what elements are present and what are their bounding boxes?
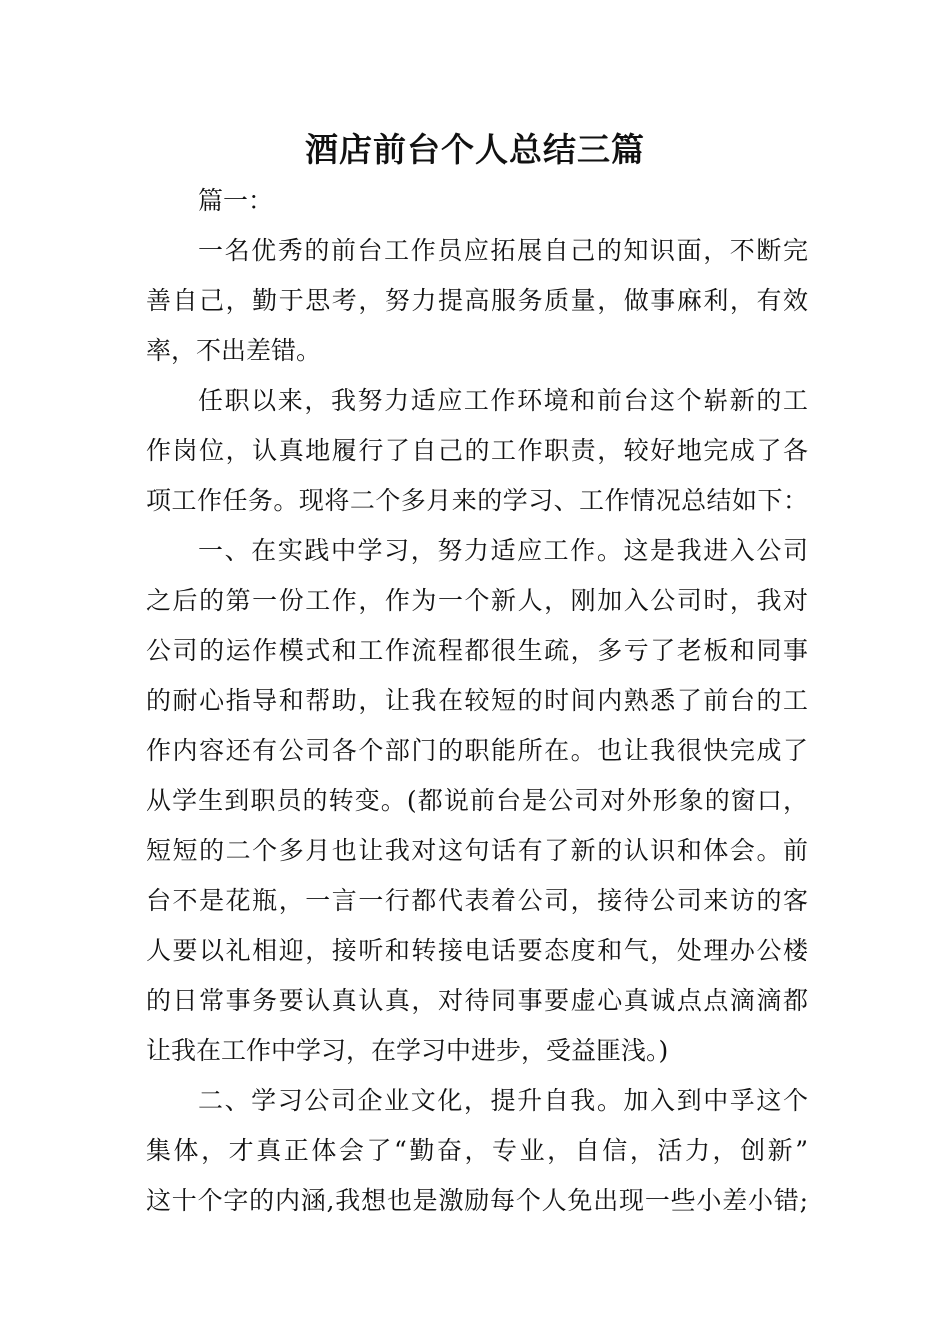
paragraph-line: 这十个字的内涵,我想也是激励每个人免出现一些小差小错; bbox=[146, 1186, 808, 1215]
paragraph-line: 的耐心指导和帮助，让我在较短的时间内熟悉了前台的工 bbox=[146, 686, 808, 715]
section-heading: 篇一： bbox=[198, 186, 274, 215]
document-body bbox=[146, 176, 808, 1226]
paragraph-line: 善自己，勤于思考，努力提高服务质量，做事麻利，有效 bbox=[146, 286, 808, 315]
document-title: 酒店前台个人总结三篇 bbox=[305, 130, 645, 169]
paragraph-line: 作内容还有公司各个部门的职能所在。也让我很快完成了 bbox=[146, 736, 808, 765]
paragraph-line: 的日常事务要认真认真，对待同事要虚心真诚点点滴滴都 bbox=[146, 986, 808, 1015]
paragraph-line: 一名优秀的前台工作员应拓展自己的知识面，不断完 bbox=[198, 236, 808, 265]
paragraph-line: 让我在工作中学习，在学习中进步，受益匪浅。) bbox=[146, 1036, 669, 1065]
paragraph-line: 项工作任务。现将二个多月来的学习、工作情况总结如下： bbox=[146, 486, 808, 515]
paragraph-line: 台不是花瓶，一言一行都代表着公司，接待公司来访的客 bbox=[146, 886, 808, 915]
paragraph-line: 任职以来，我努力适应工作环境和前台这个崭新的工 bbox=[198, 386, 808, 415]
paragraph-line: 公司的运作模式和工作流程都很生疏，多亏了老板和同事 bbox=[146, 636, 808, 665]
paragraph-line: 短短的二个多月也让我对这句话有了新的认识和体会。前 bbox=[146, 836, 808, 865]
paragraph-line: 从学生到职员的转变。(都说前台是公司对外形象的窗口， bbox=[146, 786, 808, 815]
paragraph-line: 作岗位，认真地履行了自己的工作职责，较好地完成了各 bbox=[146, 436, 808, 465]
paragraph-line: 一、在实践中学习，努力适应工作。这是我进入公司 bbox=[198, 536, 808, 565]
paragraph-line: 二、学习公司企业文化，提升自我。加入到中孚这个 bbox=[198, 1086, 808, 1115]
paragraph-line: 之后的第一份工作，作为一个新人，刚加入公司时，我对 bbox=[146, 586, 808, 615]
paragraph-line: 人要以礼相迎，接听和转接电话要态度和气，处理办公楼 bbox=[146, 936, 808, 965]
paragraph-line: 集体，才真正体会了“勤奋，专业，自信，活力，创新” bbox=[146, 1136, 808, 1165]
paragraph-line: 率，不出差错。 bbox=[146, 336, 322, 365]
